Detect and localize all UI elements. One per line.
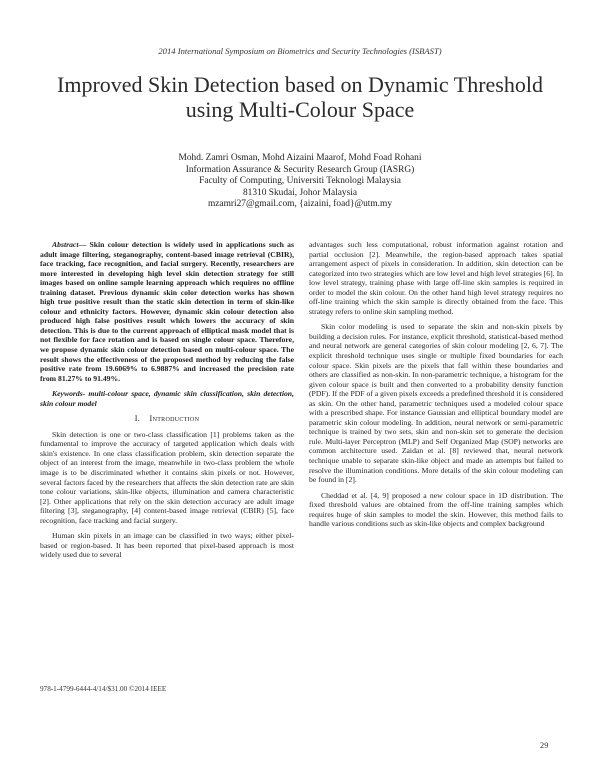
affiliation-line: Information Assurance & Security Research Group (IASRG) — [185, 164, 415, 175]
body-paragraph: Skin color modeling is used to separate the skin and non-skin pixels by building a decision rules. For instance, explicit threshold, statistical-based method and neural network are general categories of skin colour modeling [2, 6, 7]. The explicit threshold technique uses single or multiple fixed boundaries for each colour space. Skin pixels are the pixels that fall within these boundaries and others are classified as non-skin. In non-parametric technique, a histogram for the given colour space is built and then converted to a probability density function (PDF). If the PDF of a given pixels exceeds a predefined threshold it is considered as skin. On the other hand, parametric techniques used a modeled colour space with a prescribed shape. For instance Gaussian and elliptical boundary model are parametric skin colour modeling. In addition, neural network or semi-parametric technique is trained by two sets, skin and non-skin set to generate the decision rule. Multi-layer Perceptron (MLP) and Self Organized Map (SOP) networks are common architecture used. Zaidan et al. [8] reviewed that, neural network technique unable to separate skin-like object and made an attempts but failed to resolve the illumination conditions. More details of the skin colour modeling can be found in [2]. — [309, 322, 563, 485]
abstract-label: Abstract — [52, 240, 79, 249]
left-column — [40, 240, 294, 560]
abstract-text: — Skin colour detection is widely used in applications such as adult image filtering, steganography, content-based image retrieval (CBIR), face tracking, face recognition, and facial surgery. Recently, researchers are more interested in developing high level skin detection strategy for still images based on online sample learning approach which requires no offline training dataset. Previous dynamic skin color detection works has shown high true positive result than the static skin detection in term of skin-like colour and ethnicity factors. However, dynamic skin colour detection also produced high false positives result which lowers the accuracy of skin detection. This is due to the current approach of elliptical mask model that is not flexible for face rotation and is based on single colour space. Therefore, we propose dynamic skin colour detection based on multi-colour space. The result shows the effectiveness of the proposed method by reducing the false positive rate from 19.6069% to 6.9887% and increased the precision rate from 81.27% to 91.49%. — [40, 240, 294, 383]
affiliation-line: Faculty of Computing, Universiti Teknologi Malaysia — [199, 176, 401, 186]
title-line-2: using Multi-Colour Space — [185, 97, 415, 122]
page-number: 29 — [540, 741, 549, 750]
body-paragraph: Cheddad et al. [4, 9] proposed a new colour space in 1D distribution. The fixed threshold values are obtained from the off-line training samples which requires huge of skin samples to model the skin. However, this method fails to handle various conditions such as skin-like objects and complex background — [309, 490, 563, 529]
paper-title — [30, 72, 570, 122]
keywords-label: Keywords- — [52, 389, 86, 399]
title-line-1: Improved Skin Detection based on Dynamic Threshold — [57, 72, 543, 97]
author-emails: mzamri27@gmail.com, {aizaini, foad}@utm.my — [207, 199, 393, 209]
body-paragraph: advantages such less computational, robust information against rotation and partial occlusion [2]. Meanwhile, the region-based approach takes spatial arrangement aspect of pixels in consideration. In addition, skin detection can be categorized into two strategies which are low level and high level strategies [6]. In low level strategy, training phase with large off-line skin samples is required in order to model the skin colour. On the other hand high level strategy requires no off-line training which the skin sample is directly obtained from the face. This strategy refers to online skin sampling method. — [309, 240, 563, 316]
section-title: Introduction — [149, 414, 200, 424]
section-heading-introduction — [40, 414, 294, 424]
conference-header: 2014 International Symposium on Biometrics and Security Technologies (ISBAST) — [158, 46, 442, 56]
right-column — [309, 240, 563, 529]
section-number: I. — [134, 414, 141, 424]
author-names: Mohd. Zamri Osman, Mohd Aizaini Maarof, Mohd Foad Rohani — [178, 153, 422, 163]
author-block — [0, 153, 600, 211]
body-paragraph: Human skin pixels in an image can be classified in two ways; either pixel-based or region-based. It has been reported that pixel-based approach is most widely used due to several — [40, 531, 294, 560]
copyright-footer: 978-1-4799-6444-4/14/$31.00 ©2014 IEEE — [40, 685, 167, 693]
body-paragraph: Skin detection is one or two-class classification [1] problems taken as the fundamental to improve the accuracy of targeted application which deals with skin's existence. In one class classification problem, skin detection separate the object of an interest from the image, meanwhile in two-class problem the whole image is to be discriminated whether it contains skin pixels or not. However, several factors faced by the researchers that affects the skin detection rate are skin tone colour variations, skin-like objects, illumination and camera characteristic [2]. Other applications that rely on the skin detection accuracy are adult image filtering [3], steganography, [4] content-based image retrieval (CBIR) [5], face recognition, face tracking and facial surgery. — [40, 429, 294, 525]
abstract — [40, 240, 294, 383]
affiliation-line: 81310 Skudai, Johor Malaysia — [242, 187, 358, 198]
keywords — [40, 389, 294, 408]
keywords-text: multi-colour space, dynamic skin classification, skin detection, skin colour model — [40, 389, 294, 408]
